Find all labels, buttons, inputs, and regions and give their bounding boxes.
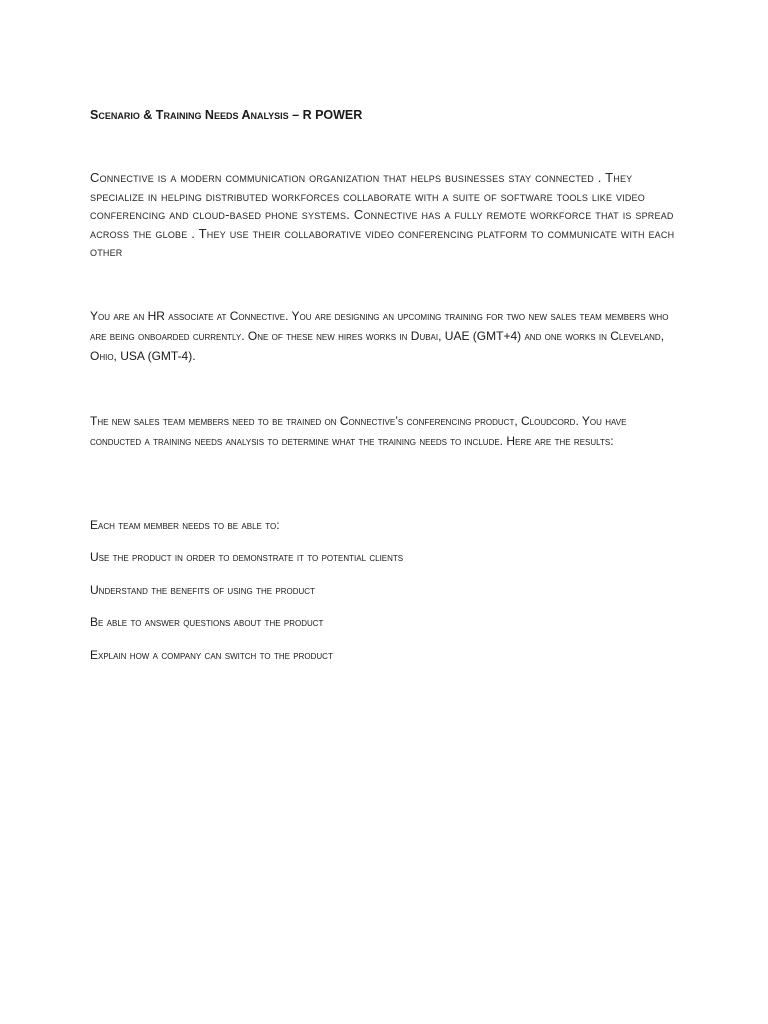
role-paragraph: You are an HR associate at Connective. You are designing an upcoming training for two new sales team members who are being onboarded currently. One of these new hires works in Dubai, UAE (GMT+4) and one works in Cleveland, Ohio, USA (GMT-4). (90, 309, 669, 363)
requirement-item: Use the product in order to demonstrate it to potential clients (90, 550, 404, 564)
intro-paragraph: Connective is a modern communication organization that helps businesses stay connected . They specialize in helping distributed workforces collaborate with a suite of software tools like video conferencing and cloud-based phone systems. Connective has a fully remote workforce that is spread across the globe . They use their collaborative video conferencing platform to communicate with each other (90, 170, 675, 259)
requirement-item: Understand the benefits of using the product (90, 583, 315, 597)
requirement-item: Explain how a company can switch to the product (90, 648, 333, 662)
needs-paragraph: The new sales team members need to be trained on Connective’s conferencing product, Cloudcord. You have conducted a training needs analysis to determine what the training needs to include. Here are the results: (90, 414, 627, 448)
requirement-item: Be able to answer questions about the product (90, 615, 324, 629)
list-lead: Each team member needs to be able to: (90, 518, 280, 532)
document-title: Scenario & Training Needs Analysis – R POWER (90, 108, 363, 122)
